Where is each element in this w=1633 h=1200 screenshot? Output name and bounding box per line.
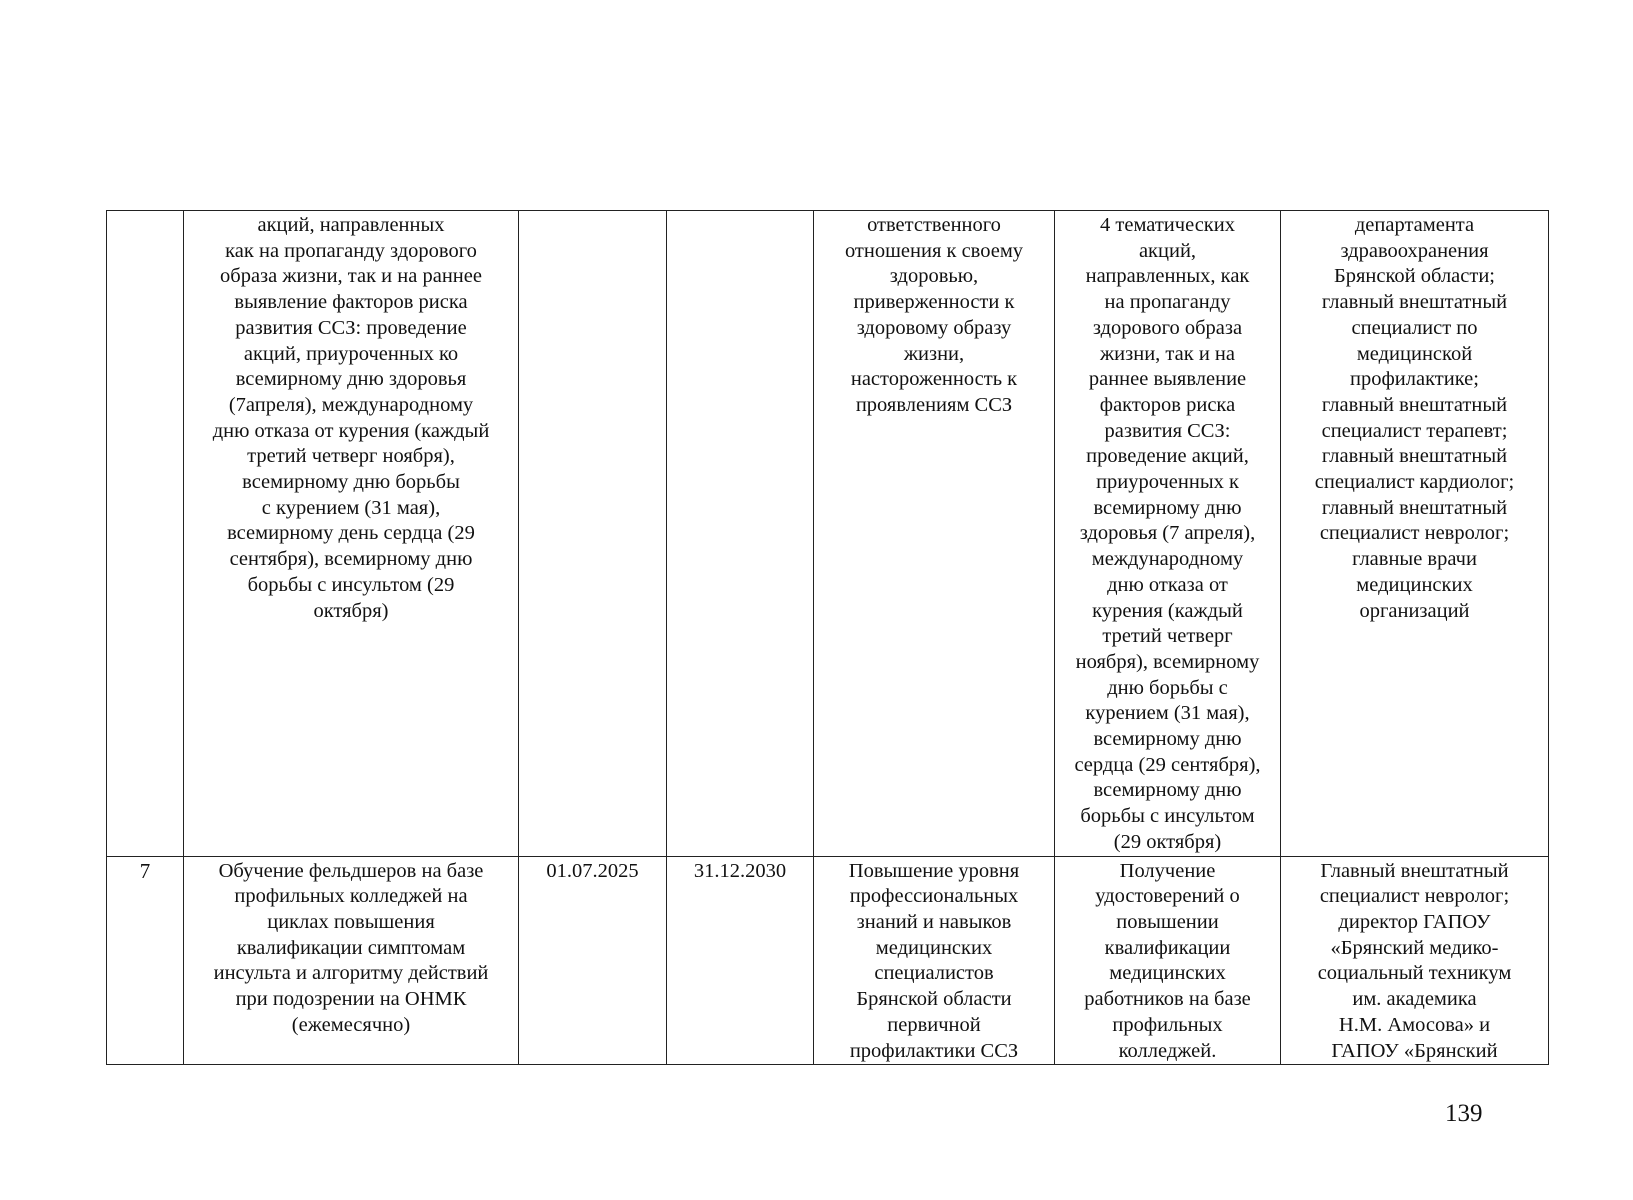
events-table bbox=[106, 210, 1549, 1065]
indicator-cell: Получение удостоверений о повышении квалификации медицинских работников на базе профильных колледжей. bbox=[1055, 856, 1281, 1065]
responsible-cell: Главный внештатный специалист невролог; директор ГАПОУ «Брянский медико- социальный техникум им. академика Н.М. Амосова» и ГАПОУ «Брянский bbox=[1281, 856, 1549, 1065]
start-date-cell: 01.07.2025 bbox=[519, 856, 667, 1065]
row-number-cell: 7 bbox=[107, 856, 184, 1065]
result-cell: Повышение уровня профессиональных знаний и навыков медицинских специалистов Брянской области первичной профилактики ССЗ bbox=[814, 856, 1055, 1065]
page-number: 139 bbox=[1445, 1100, 1483, 1127]
table-row bbox=[107, 856, 1549, 1065]
start-date-cell bbox=[519, 211, 667, 857]
event-cell: Обучение фельдшеров на базе профильных колледжей на циклах повышения квалификации симптомам инсульта и алгоритму действий при подозрении на ОНМК (ежемесячно) bbox=[184, 856, 519, 1065]
row-number-cell bbox=[107, 211, 184, 857]
end-date-cell bbox=[667, 211, 814, 857]
end-date-cell: 31.12.2030 bbox=[667, 856, 814, 1065]
indicator-cell: 4 тематических акций, направленных, как на пропаганду здорового образа жизни, так и на раннее выявление факторов риска развития ССЗ: проведение акций, приуроченных к всемирному дню здоровья (7 апреля), международному дню отказа от курения (каждый третий четверг ноября), всемирному дню борьбы с курением (31 мая), всемирному дню сердца (29 сентября), всемирному дню борьбы с инсультом (29 октября) bbox=[1055, 211, 1281, 857]
result-cell: ответственного отношения к своему здоровью, приверженности к здоровому образу жизни, настороженность к проявлениям ССЗ bbox=[814, 211, 1055, 857]
table-row bbox=[107, 211, 1549, 857]
event-cell: акций, направленных как на пропаганду здорового образа жизни, так и на раннее выявление факторов риска развития ССЗ: проведение акций, приуроченных ко всемирному дню здоровья (7апреля), международному дню отказа от курения (каждый третий четверг ноября), всемирному дню борьбы с курением (31 мая), всемирному день сердца (29 сентября), всемирному дню борьбы с инсультом (29 октября) bbox=[184, 211, 519, 857]
responsible-cell: департамента здравоохранения Брянской области; главный внештатный специалист по медицинской профилактике; главный внештатный специалист терапевт; главный внештатный специалист кардиолог; главный внештатный специалист невролог; главные врачи медицинских организаций bbox=[1281, 211, 1549, 857]
